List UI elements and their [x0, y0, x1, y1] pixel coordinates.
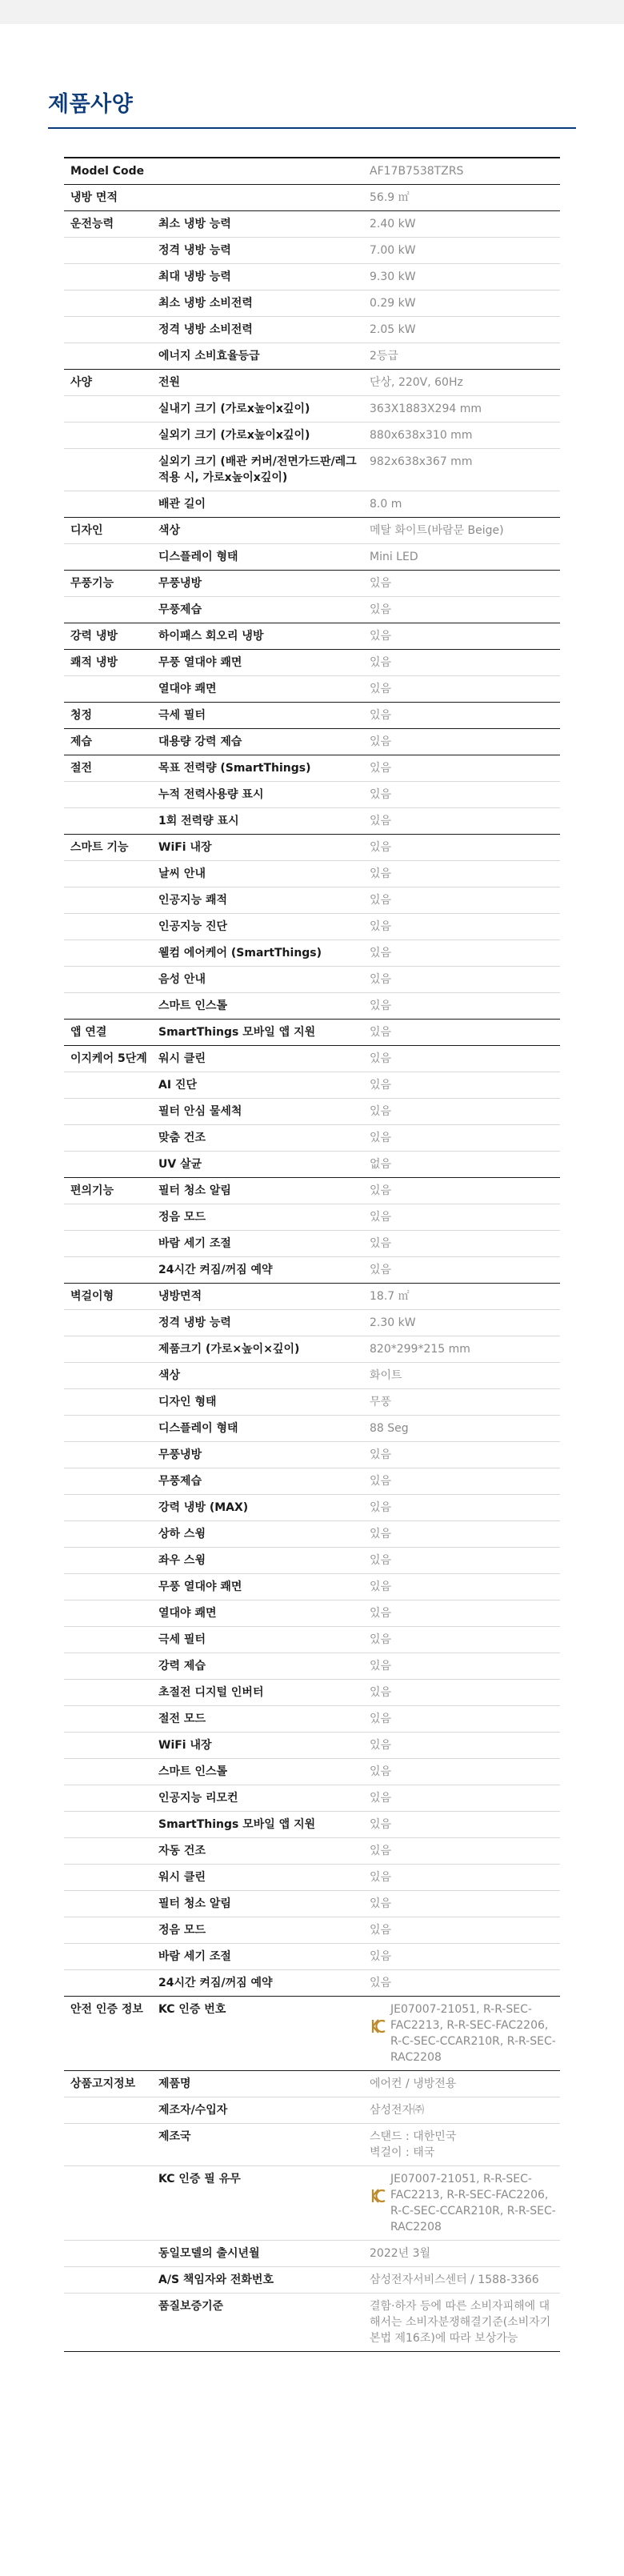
- spec-value: 있음: [370, 1977, 392, 1989]
- spec-row: [64, 1310, 560, 1336]
- spec-row: [64, 2267, 560, 2294]
- spec-value: 있음: [370, 1633, 392, 1646]
- spec-item-label: UV 살균: [158, 1158, 202, 1171]
- spec-item-label: SmartThings 모바일 앱 지원: [158, 1818, 316, 1831]
- top-band: [0, 0, 624, 24]
- spec-value: 있음: [370, 656, 392, 669]
- spec-row: [64, 449, 560, 491]
- spec-row: [64, 1099, 560, 1125]
- spec-category: 쾌적 냉방: [70, 656, 118, 669]
- spec-row: [64, 396, 560, 423]
- spec-item-label: 무풍 열대야 쾌면: [158, 656, 242, 669]
- spec-item-label: SmartThings 모바일 앱 지원: [158, 1026, 316, 1039]
- spec-category: 운전능력: [70, 218, 114, 230]
- spec-value: 있음: [370, 1000, 392, 1012]
- spec-item-label: 무풍냉방: [158, 577, 202, 590]
- spec-value: 없음: [370, 1158, 392, 1171]
- spec-row: [64, 1627, 560, 1653]
- spec-item-label: 무풍제습: [158, 603, 202, 616]
- spec-row: [64, 2241, 560, 2267]
- spec-row: [64, 1785, 560, 1812]
- spec-item-label: 최소 냉방 능력: [158, 218, 231, 230]
- spec-table: [64, 157, 560, 2352]
- spec-category: 앱 연결: [70, 1026, 107, 1039]
- spec-value: 있음: [370, 1211, 392, 1224]
- spec-category: 안전 인증 정보: [70, 2003, 143, 2016]
- spec-group: [64, 650, 560, 703]
- spec-group: [64, 1020, 560, 1046]
- spec-row: [64, 1363, 560, 1389]
- spec-category: 벽걸이형: [70, 1290, 114, 1303]
- spec-row: [64, 887, 560, 914]
- spec-group: [64, 1178, 560, 1284]
- spec-item-label: 제품크기 (가로×높이×깊이): [158, 1343, 300, 1356]
- spec-value: 있음: [370, 1580, 392, 1593]
- spec-value: 0.29 kW: [370, 297, 416, 310]
- spec-row: [64, 1231, 560, 1257]
- spec-group: [64, 370, 560, 518]
- spec-category: 강력 냉방: [70, 630, 118, 643]
- spec-value: 2.05 kW: [370, 323, 416, 336]
- kc-certification-icon: [370, 2017, 387, 2035]
- spec-row: [64, 676, 560, 702]
- spec-value: 화이트: [370, 1369, 402, 1382]
- spec-value: 있음: [370, 841, 392, 854]
- spec-value: 스탠드 : 대한민국 벽걸이 : 태국: [370, 2130, 457, 2159]
- spec-item-label: 무풍냉방: [158, 1448, 202, 1461]
- spec-row: [64, 2166, 560, 2241]
- spec-row: [64, 1548, 560, 1574]
- spec-value: 있음: [370, 1132, 392, 1144]
- spec-row: [64, 544, 560, 570]
- spec-label: Model Code: [70, 165, 145, 178]
- spec-row: [64, 993, 560, 1019]
- spec-row: [64, 782, 560, 808]
- spec-row: [64, 1997, 560, 2070]
- spec-value: 있음: [370, 1924, 392, 1937]
- spec-row: [64, 861, 560, 887]
- spec-item-label: 웰컴 에어케어 (SmartThings): [158, 947, 322, 959]
- spec-value: 있음: [370, 815, 392, 827]
- spec-value: 7.00 kW: [370, 244, 416, 257]
- spec-row: [64, 1574, 560, 1600]
- spec-item-label: 디스플레이 형태: [158, 551, 238, 563]
- spec-value: 있음: [370, 1501, 392, 1514]
- spec-value: 88 Seg: [370, 1422, 409, 1435]
- spec-row: [64, 1521, 560, 1548]
- spec-category: 디자인: [70, 524, 103, 537]
- spec-item-label: 인공지능 진단: [158, 920, 228, 933]
- spec-row: [64, 1917, 560, 1944]
- spec-item-label: 디스플레이 형태: [158, 1422, 238, 1435]
- spec-item-label: 극세 필터: [158, 1633, 206, 1646]
- spec-value: 있음: [370, 920, 392, 933]
- spec-item-label: 24시간 켜짐/꺼짐 예약: [158, 1977, 273, 1989]
- spec-value: 있음: [370, 1079, 392, 1092]
- spec-row: [64, 1416, 560, 1442]
- kc-value: [366, 2001, 560, 2065]
- spec-item-label: 정음 모드: [158, 1924, 206, 1937]
- spec-item-label: 정격 냉방 소비전력: [158, 323, 253, 336]
- spec-item-label: 전원: [158, 376, 181, 389]
- spec-item-label: 24시간 켜짐/꺼짐 예약: [158, 1264, 273, 1276]
- spec-value: 무풍: [370, 1396, 392, 1408]
- spec-group: [64, 623, 560, 650]
- spec-item-label: 맞춤 건조: [158, 1132, 206, 1144]
- spec-value: 18.7 ㎡: [370, 1290, 410, 1303]
- spec-row: [64, 2071, 560, 2097]
- spec-group: [64, 518, 560, 571]
- spec-value: 있음: [370, 1686, 392, 1699]
- spec-value: 있음: [370, 1052, 392, 1065]
- spec-value: 있음: [370, 1660, 392, 1673]
- spec-item-label: 디자인 형태: [158, 1396, 217, 1408]
- spec-row: [64, 238, 560, 264]
- spec-item-label: 제조국: [158, 2130, 191, 2143]
- spec-row: [64, 967, 560, 993]
- spec-group: [64, 755, 560, 835]
- spec-value: 있음: [370, 603, 392, 616]
- spec-value: 있음: [370, 1845, 392, 1857]
- spec-row: [64, 1020, 560, 1045]
- spec-item-label: 좌우 스윙: [158, 1554, 206, 1567]
- spec-row: [64, 1944, 560, 1970]
- spec-item-label: 열대야 쾌면: [158, 1607, 217, 1620]
- spec-item-label: 무풍 열대야 쾌면: [158, 1580, 242, 1593]
- spec-item-label: 1회 전력량 표시: [158, 815, 239, 827]
- spec-item-label: A/S 책임자와 전화번호: [158, 2274, 274, 2286]
- spec-item-label: 제조자/수입자: [158, 2104, 228, 2117]
- spec-item-label: 인공지능 쾌적: [158, 894, 228, 907]
- spec-value: 있음: [370, 1237, 392, 1250]
- spec-item-label: 품질보증기준: [158, 2300, 224, 2313]
- spec-item-label: 강력 냉방 (MAX): [158, 1501, 249, 1514]
- section-header: [48, 86, 576, 129]
- spec-item-label: 냉방면적: [158, 1290, 202, 1303]
- spec-row: [64, 1178, 560, 1204]
- spec-value: 있음: [370, 709, 392, 722]
- spec-value: 있음: [370, 577, 392, 590]
- spec-item-label: AI 진단: [158, 1079, 197, 1092]
- spec-row: [64, 2097, 560, 2124]
- spec-item-label: 바람 세기 조절: [158, 1950, 231, 1963]
- spec-item-label: 최소 냉방 소비전력: [158, 297, 253, 310]
- spec-row: [64, 423, 560, 449]
- spec-row: [64, 1891, 560, 1917]
- spec-item-label: 스마트 인스톨: [158, 1000, 228, 1012]
- spec-item-label: 필터 청소 알림: [158, 1897, 231, 1910]
- spec-category: 무풍기능: [70, 577, 114, 590]
- spec-item-label: 워시 클린: [158, 1052, 206, 1065]
- spec-row: [64, 264, 560, 290]
- spec-row: [64, 940, 560, 967]
- spec-value: 있음: [370, 683, 392, 695]
- spec-value: 있음: [370, 1607, 392, 1620]
- spec-row: [64, 518, 560, 544]
- kc-certification-icon: [370, 2187, 387, 2205]
- spec-item-label: 음성 안내: [158, 973, 206, 986]
- spec-row: [64, 290, 560, 317]
- spec-item-label: 배관 길이: [158, 498, 206, 511]
- kc-number-text: JE07007-21051, R-R-SEC-FAC2213, R-R-SEC-FAC2206, R-C-SEC-CCAR210R, R-R-SEC-RAC2208: [390, 2173, 556, 2233]
- spec-item-label: 필터 청소 알림: [158, 1184, 231, 1197]
- spec-row: [64, 623, 560, 649]
- spec-value: 982x638x367 mm: [370, 455, 473, 468]
- spec-group: [64, 157, 560, 185]
- spec-group-cert: [64, 1997, 560, 2071]
- spec-value: 있음: [370, 1871, 392, 1884]
- spec-value: 있음: [370, 1897, 392, 1910]
- spec-value: 있음: [370, 735, 392, 748]
- spec-row: [64, 914, 560, 940]
- spec-row: [64, 1389, 560, 1416]
- spec-item-label: 강력 제습: [158, 1660, 206, 1673]
- spec-item-label: 정음 모드: [158, 1211, 206, 1224]
- spec-row: [64, 650, 560, 676]
- spec-value: 있음: [370, 1713, 392, 1725]
- spec-item-label: 스마트 인스톨: [158, 1765, 228, 1778]
- spec-value: 있음: [370, 1528, 392, 1540]
- spec-value: 있음: [370, 894, 392, 907]
- spec-value: 단상, 220V, 60Hz: [370, 376, 463, 389]
- spec-category: 청정: [70, 709, 93, 722]
- spec-row: [64, 491, 560, 517]
- spec-item-label: 정격 냉방 능력: [158, 244, 231, 257]
- spec-label: 냉방 면적: [70, 191, 118, 204]
- spec-value: AF17B7538TZRS: [370, 165, 464, 178]
- spec-value: 있음: [370, 1448, 392, 1461]
- spec-category: 사양: [70, 376, 93, 389]
- spec-row: [64, 1468, 560, 1495]
- spec-item-label: 목표 전력량 (SmartThings): [158, 762, 311, 775]
- spec-item-label: 제품명: [158, 2077, 191, 2090]
- spec-value: 363X1883X294 mm: [370, 403, 482, 415]
- spec-value: 에어컨 / 냉방전용: [370, 2077, 457, 2090]
- spec-row: [64, 370, 560, 396]
- spec-value: 있음: [370, 973, 392, 986]
- spec-value: 삼성전자서비스센터 / 1588-3366: [370, 2274, 539, 2286]
- spec-item-label: KC 인증 번호: [158, 2003, 226, 2016]
- spec-row: [64, 211, 560, 238]
- spec-value: 있음: [370, 1105, 392, 1118]
- spec-value: 있음: [370, 1765, 392, 1778]
- spec-row: [64, 158, 560, 184]
- spec-item-label: 날씨 안내: [158, 867, 206, 880]
- spec-category: 편의기능: [70, 1184, 114, 1197]
- spec-value: 삼성전자㈜: [370, 2104, 425, 2117]
- spec-value: 있음: [370, 947, 392, 959]
- spec-item-label: 워시 클린: [158, 1871, 206, 1884]
- spec-value: 있음: [370, 1950, 392, 1963]
- spec-row: [64, 185, 560, 210]
- spec-item-label: 필터 안심 물세척: [158, 1105, 242, 1118]
- spec-value: 2.30 kW: [370, 1316, 416, 1329]
- spec-row: [64, 755, 560, 782]
- spec-item-label: WiFi 내장: [158, 1739, 212, 1752]
- spec-row: [64, 571, 560, 597]
- spec-item-label: 자동 건조: [158, 1845, 206, 1857]
- spec-row: [64, 1680, 560, 1706]
- spec-item-label: 열대야 쾌면: [158, 683, 217, 695]
- spec-value: 있음: [370, 762, 392, 775]
- spec-item-label: 하이패스 회오리 냉방: [158, 630, 264, 643]
- kc-number-text: JE07007-21051, R-R-SEC-FAC2213, R-R-SEC-FAC2206, R-C-SEC-CCAR210R, R-R-SEC-RAC2208: [390, 2003, 556, 2064]
- spec-category: 절전: [70, 762, 93, 775]
- spec-row: [64, 1733, 560, 1759]
- spec-group: [64, 1046, 560, 1178]
- spec-row: [64, 1072, 560, 1099]
- spec-value: 2022년 3월: [370, 2247, 431, 2260]
- spec-value: Mini LED: [370, 551, 418, 563]
- spec-item-label: KC 인증 필 유무: [158, 2173, 241, 2185]
- spec-row: [64, 317, 560, 343]
- spec-value: 2.40 kW: [370, 218, 416, 230]
- spec-row: [64, 1336, 560, 1363]
- spec-group: [64, 703, 560, 729]
- spec-item-label: 바람 세기 조절: [158, 1237, 231, 1250]
- spec-row: [64, 2124, 560, 2166]
- spec-group: [64, 571, 560, 623]
- spec-item-label: 최대 냉방 능력: [158, 270, 231, 283]
- spec-item-label: 색상: [158, 524, 181, 537]
- spec-value: 있음: [370, 1184, 392, 1197]
- spec-category: 이지케어 5단계: [70, 1052, 147, 1065]
- spec-row: [64, 343, 560, 369]
- spec-item-label: 동일모델의 출시년월: [158, 2247, 260, 2260]
- spec-row: [64, 1257, 560, 1283]
- spec-row: [64, 1838, 560, 1865]
- spec-value: 있음: [370, 1264, 392, 1276]
- spec-row: [64, 1284, 560, 1310]
- spec-value: 있음: [370, 1026, 392, 1039]
- spec-group: [64, 835, 560, 1020]
- spec-value: 있음: [370, 867, 392, 880]
- spec-value: 있음: [370, 1792, 392, 1805]
- title-rule: [48, 127, 576, 129]
- spec-category: 스마트 기능: [70, 841, 129, 854]
- spec-row: [64, 1600, 560, 1627]
- spec-row: [64, 1442, 560, 1468]
- spec-row: [64, 597, 560, 623]
- spec-item-label: 절전 모드: [158, 1713, 206, 1725]
- spec-group: [64, 1284, 560, 1997]
- spec-value: 있음: [370, 1554, 392, 1567]
- spec-value: 9.30 kW: [370, 270, 416, 283]
- spec-value: 있음: [370, 1739, 392, 1752]
- spec-row: [64, 1204, 560, 1231]
- spec-item-label: 인공지능 리모컨: [158, 1792, 238, 1805]
- spec-row: [64, 1152, 560, 1177]
- spec-item-label: 상하 스윙: [158, 1528, 206, 1540]
- spec-row: [64, 1495, 560, 1521]
- spec-category: 상품고지정보: [70, 2077, 136, 2090]
- spec-item-label: 대용량 강력 제습: [158, 735, 242, 748]
- section-title: 제품사양: [48, 92, 134, 117]
- spec-row: [64, 1970, 560, 1996]
- spec-group: [64, 211, 560, 370]
- spec-row: [64, 1812, 560, 1838]
- spec-item-label: 누적 전력사용량 표시: [158, 788, 264, 801]
- spec-item-label: 색상: [158, 1369, 181, 1382]
- spec-value: 2등급: [370, 350, 398, 363]
- spec-item-label: 극세 필터: [158, 709, 206, 722]
- spec-row: [64, 1046, 560, 1072]
- spec-group: [64, 185, 560, 211]
- spec-value: 결함·하자 등에 따른 소비자피해에 대해서는 소비자분쟁해결기준(소비자기본법 제16조)에 따라 보상가능: [370, 2300, 551, 2345]
- spec-value: 있음: [370, 788, 392, 801]
- spec-row: [64, 1125, 560, 1152]
- spec-value: 있음: [370, 630, 392, 643]
- spec-row: [64, 1759, 560, 1785]
- spec-row: [64, 1706, 560, 1733]
- spec-item-label: WiFi 내장: [158, 841, 212, 854]
- spec-value: 880x638x310 mm: [370, 429, 473, 442]
- spec-value: 8.0 m: [370, 498, 402, 511]
- spec-category: 제습: [70, 735, 93, 748]
- spec-row: [64, 808, 560, 834]
- spec-group: [64, 729, 560, 755]
- spec-item-label: 실외기 크기 (배관 커버/전면가드판/레그 적용 시, 가로x높이x깊이): [158, 455, 357, 484]
- spec-item-label: 실외기 크기 (가로x높이x깊이): [158, 429, 310, 442]
- spec-value: 56.9 ㎡: [370, 191, 410, 204]
- spec-row: [64, 703, 560, 728]
- spec-item-label: 무풍제습: [158, 1475, 202, 1488]
- spec-value: 820*299*215 mm: [370, 1343, 470, 1356]
- spec-row: [64, 2294, 560, 2351]
- spec-item-label: 초절전 디지털 인버터: [158, 1686, 264, 1699]
- spec-row: [64, 1653, 560, 1680]
- spec-item-label: 에너지 소비효율등급: [158, 350, 260, 363]
- spec-item-label: 정격 냉방 능력: [158, 1316, 231, 1329]
- spec-row: [64, 729, 560, 755]
- kc-value: [366, 2171, 560, 2235]
- spec-value: 있음: [370, 1475, 392, 1488]
- spec-row: [64, 835, 560, 861]
- spec-group-notice: [64, 2071, 560, 2352]
- spec-value: 있음: [370, 1818, 392, 1831]
- spec-item-label: 실내기 크기 (가로x높이x깊이): [158, 403, 310, 415]
- spec-row: [64, 1865, 560, 1891]
- spec-value: 메탈 화이트(바람문 Beige): [370, 524, 504, 537]
